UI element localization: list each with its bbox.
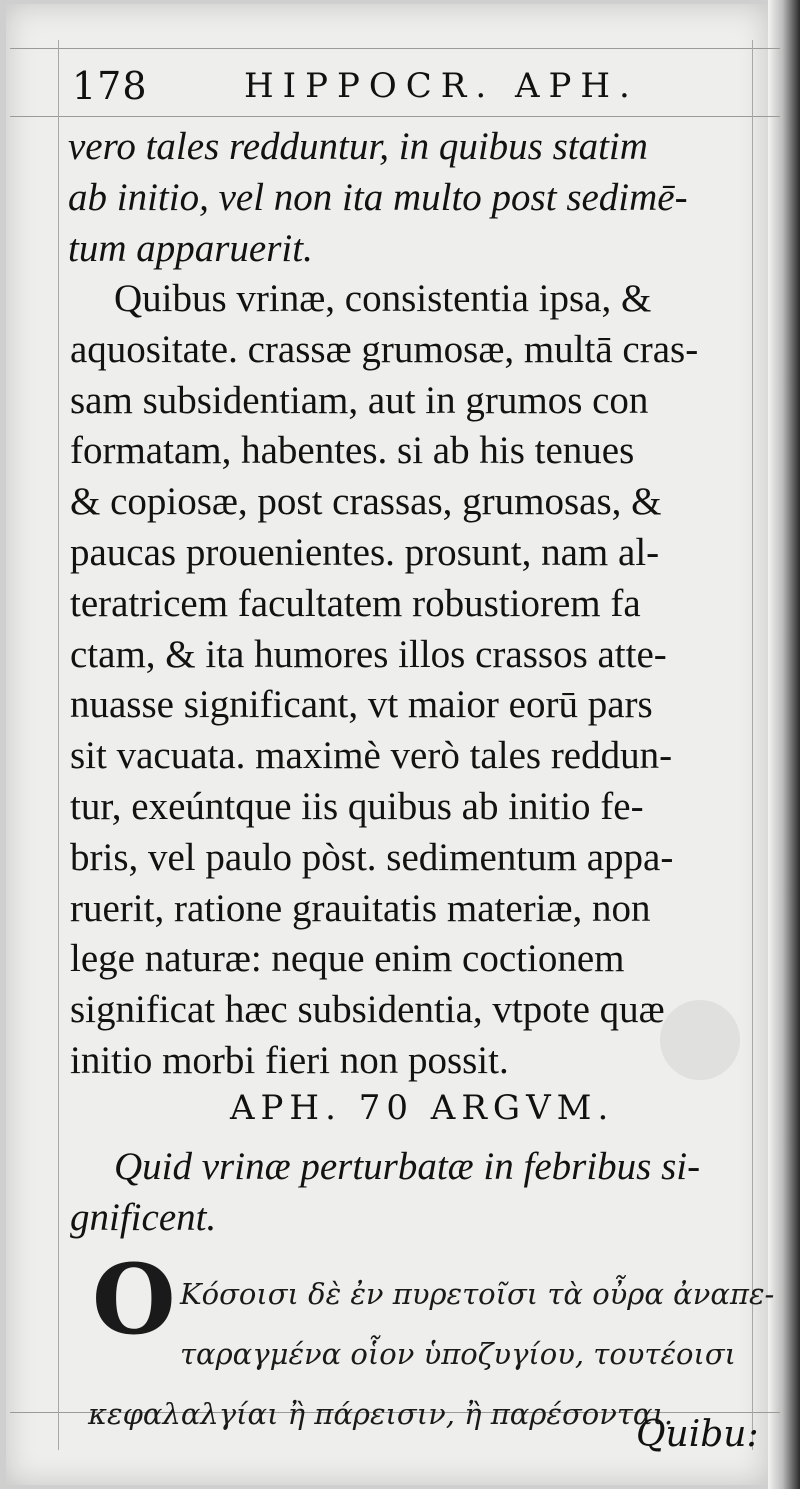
left-margin-line bbox=[58, 40, 59, 1450]
text-line: ab initio, vel non ita multo post sedimē- bbox=[68, 175, 688, 219]
page-header bbox=[66, 58, 726, 114]
text-line: Quid vrinæ perturbatæ in febribus si- bbox=[114, 1145, 701, 1188]
catchword: Quibu: bbox=[636, 1414, 759, 1455]
greek-line: κεφαλαλγίαι ἢ πάρεισιν, ἢ παρέσονται. bbox=[88, 1397, 674, 1431]
text-line: bris, vel paulo pòst. sedimentum appa- bbox=[70, 835, 674, 879]
greek-aphorism bbox=[88, 1264, 775, 1431]
text-line: Quibus vrinæ, consistentia ipsa, & bbox=[114, 277, 652, 320]
text-line: sit vacuata. maximè verò tales reddun- bbox=[70, 734, 673, 778]
commentary-paragraph bbox=[70, 274, 698, 1087]
text-line: lege naturæ: neque enim coctionem bbox=[70, 937, 625, 981]
running-title: HIPPOCR. APH. bbox=[244, 66, 639, 106]
text-line: initio morbi fieri non possit. bbox=[70, 1038, 509, 1082]
argument-text bbox=[70, 1142, 700, 1244]
drop-cap: O bbox=[92, 1243, 176, 1356]
text-line: teratricem facultatem robustiorem fa bbox=[70, 581, 641, 625]
page-number: 178 bbox=[72, 64, 148, 108]
text-line: gnificent. bbox=[70, 1195, 217, 1239]
greek-line: Κόσοισι δὲ ἐν πυρετοῖσι τὰ οὖρα ἀναπε- bbox=[180, 1277, 775, 1311]
top-rule bbox=[10, 48, 780, 49]
greek-line: ταραγμένα οἷον ὑποζυγίου, τουτέοισι bbox=[180, 1337, 737, 1371]
text-line: vero tales redduntur, in quibus statim bbox=[68, 125, 648, 168]
text-line: aquositate. crassæ grumosæ, multā cras- bbox=[70, 327, 699, 371]
text-line: nuasse significant, vt maior eorū pars bbox=[70, 683, 653, 727]
text-line: significat hæc subsidentia, vtpote quæ bbox=[70, 988, 665, 1032]
text-line: tur, exeúntque iis quibus ab initio fe- bbox=[70, 784, 644, 828]
text-line: ctam, & ita humores illos crassos atte- bbox=[70, 632, 667, 676]
header-rule bbox=[10, 116, 780, 117]
text-line: & copiosæ, post crassas, grumosas, & bbox=[70, 480, 662, 524]
text-line: tum apparuerit. bbox=[68, 226, 313, 270]
text-line: paucas prouenientes. prosunt, nam al- bbox=[70, 530, 660, 574]
text-line: ruerit, ratione grauitatis materiæ, non bbox=[70, 886, 651, 930]
right-margin-line bbox=[752, 40, 753, 1450]
section-heading: APH. 70 ARGVM. bbox=[230, 1088, 615, 1128]
continued-text bbox=[68, 122, 688, 274]
text-line: formatam, habentes. si ab his tenues bbox=[70, 429, 635, 473]
text-line: sam subsidentiam, aut in grumos con bbox=[70, 378, 649, 422]
